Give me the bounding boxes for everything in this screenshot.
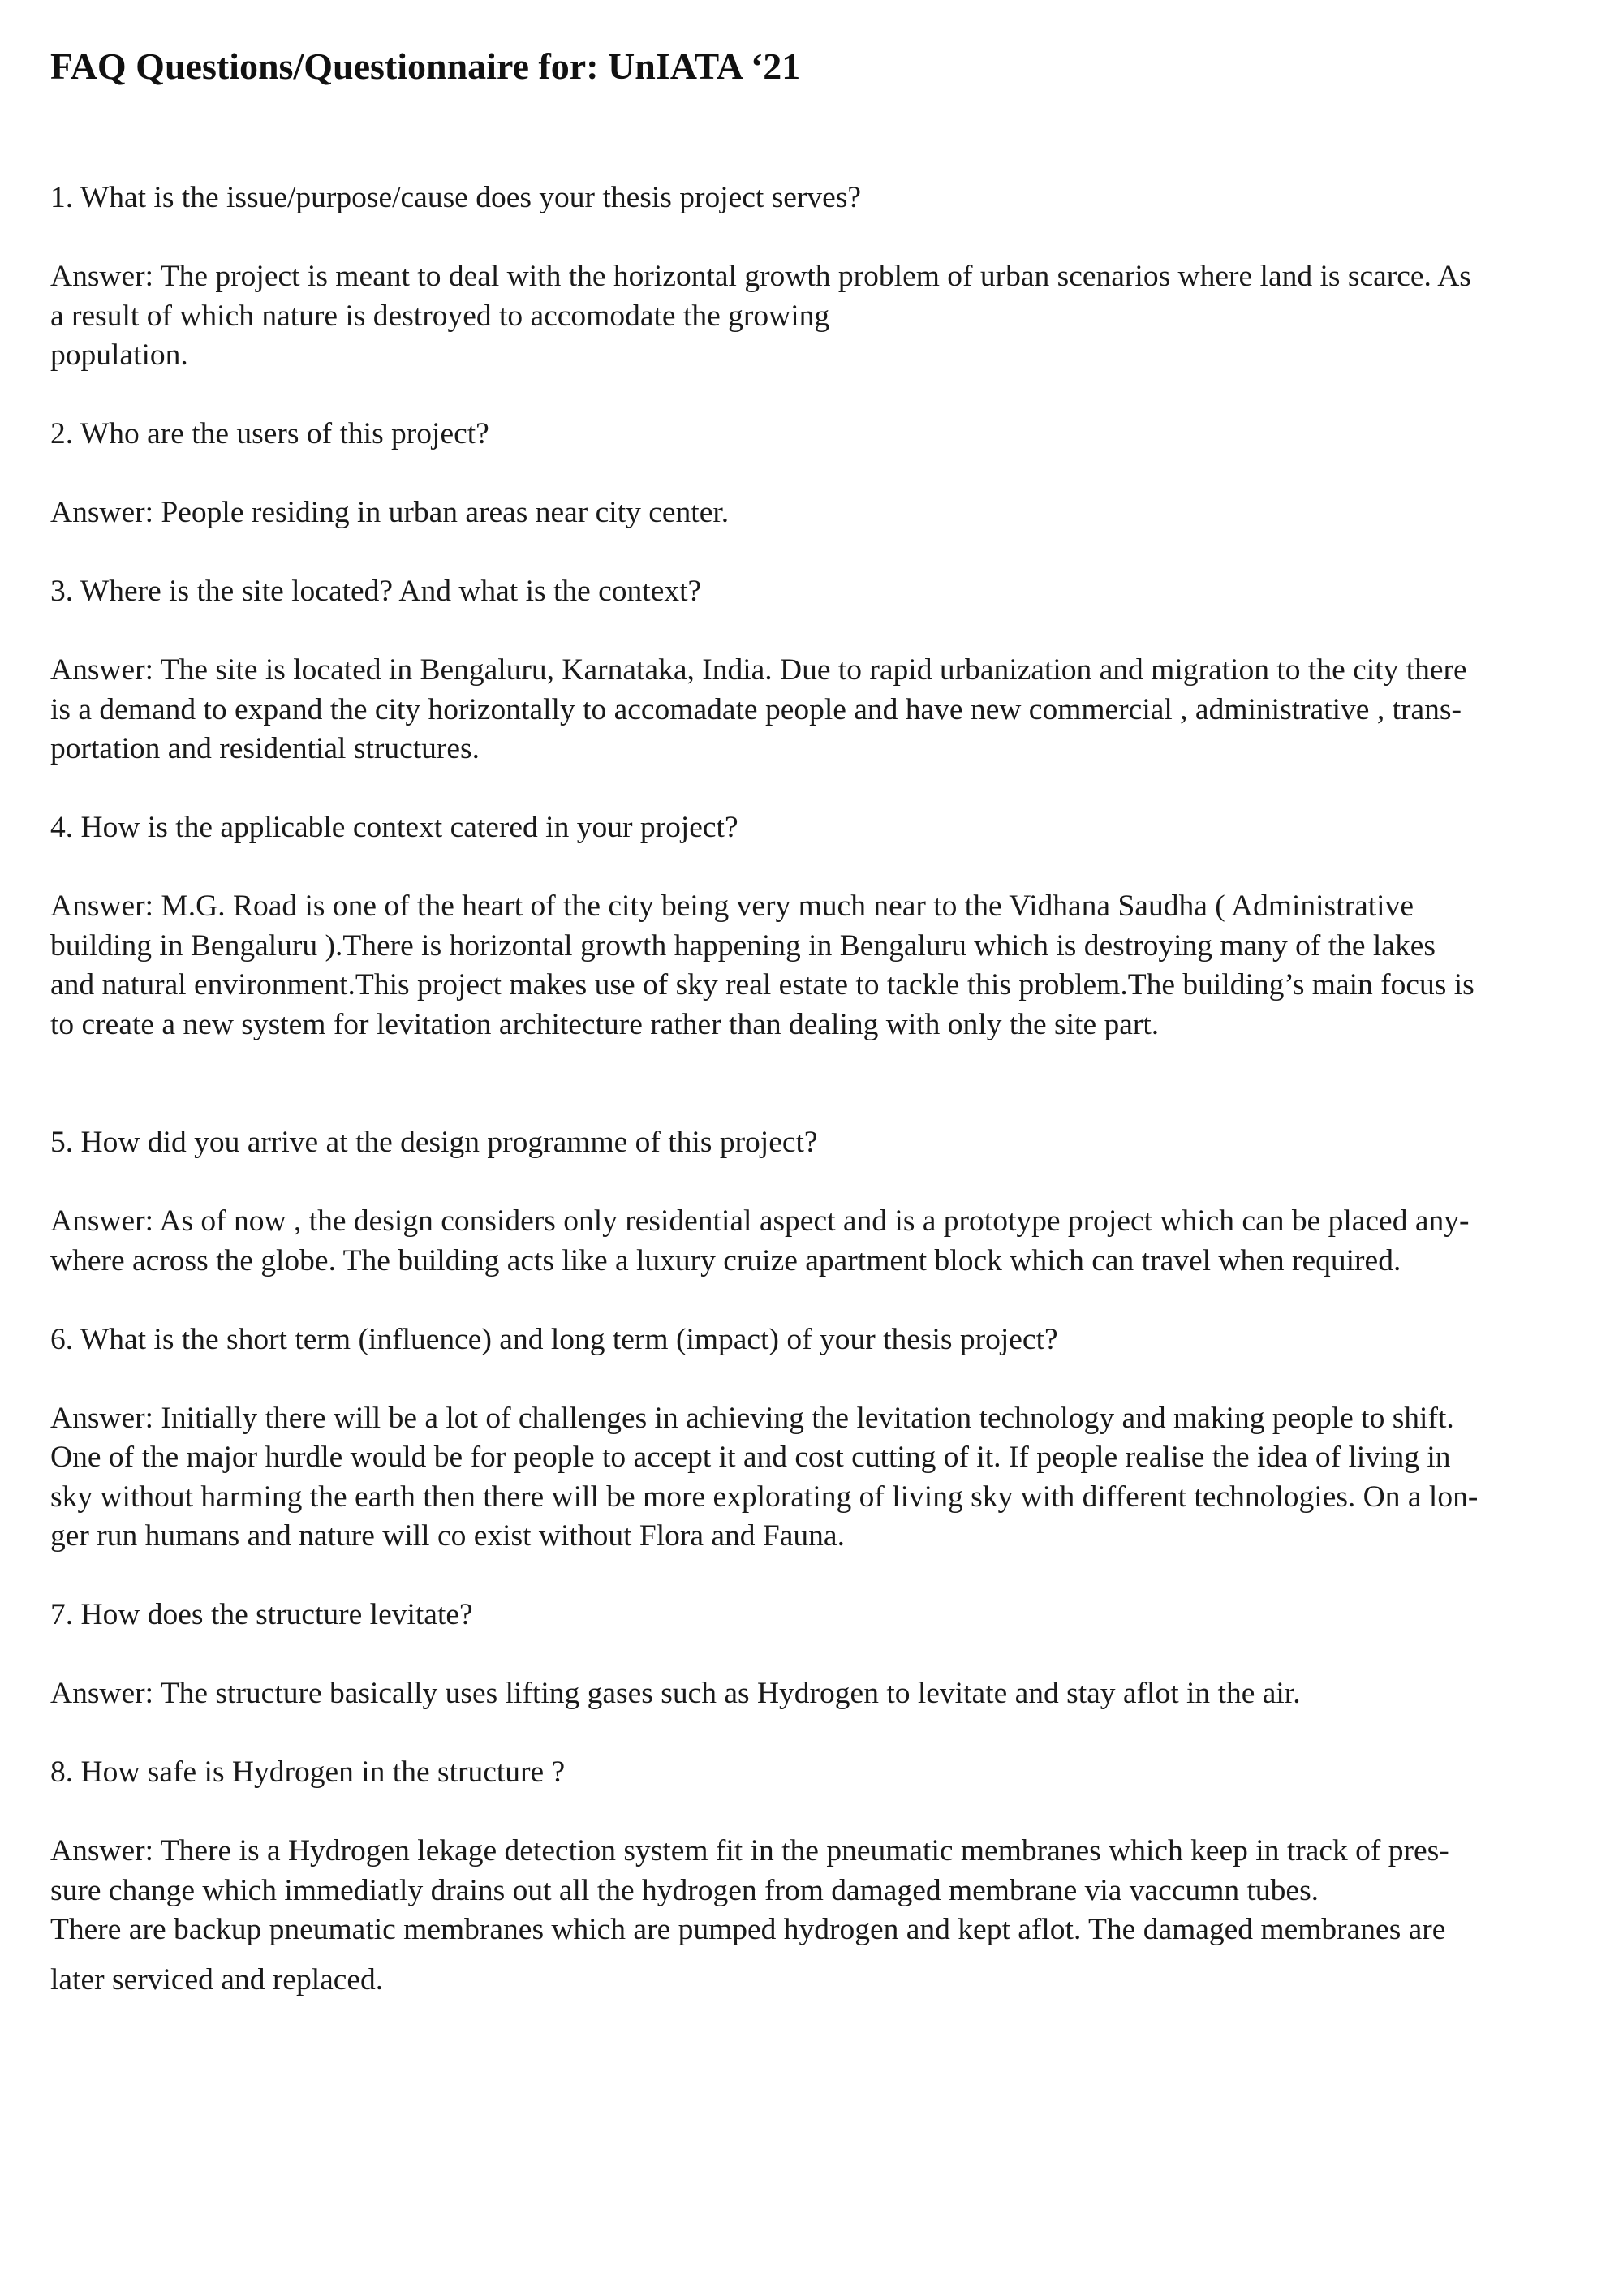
answer-8: Answer: There is a Hydrogen lekage detection system fit in the pneumatic membranes which keep in track of pres- sure change which immediatly drains out all the hydrogen from damaged membrane via vaccumn tubes. There are backup pneumatic membranes which are pumped hydrogen and kept aflot. The damaged membranes are	[50, 1834, 1449, 1946]
answer-4: Answer: M.G. Road is one of the heart of the city being very much near to the Vidhana Saudha ( Administrative building in Bengaluru ).There is horizontal growth happening in Bengaluru which is destroying many of the lakes and natural environment.This project makes use of sky real estate to tackle this problem.The building’s main focus is to create a new system for levitation architecture rather than dealing with only the site part.	[50, 890, 1474, 1041]
document-title: FAQ Questions/Questionnaire for: UnIATA ‘21	[50, 45, 801, 87]
answer-7: Answer: The structure basically uses lifting gases such as Hydrogen to levitate and stay aflot in the air.	[50, 1677, 1301, 1710]
question-2: 2. Who are the users of this project?	[50, 417, 489, 450]
answer-8-block	[50, 1832, 1592, 2000]
answer-8-tail: later serviced and replaced.	[50, 1962, 384, 1997]
answer-6: Answer: Initially there will be a lot of challenges in achieving the levitation technology and making people to shift. One of the major hurdle would be for people to accept it and cost cutting of it. If people realise the idea of living in sky without harming the earth then there will be more explorating of living sky with different technologies. On a lon- ger run humans and nature will co exist without Flora and Fauna.	[50, 1401, 1479, 1553]
answer-1: Answer: The project is meant to deal with the horizontal growth problem of urban scenarios where land is scarce. As a result of which nature is destroyed to accomodate the growing population.	[50, 260, 1471, 372]
question-5: 5. How did you arrive at the design programme of this project?	[50, 1126, 818, 1159]
question-6: 6. What is the short term (influence) and long term (impact) of your thesis project?	[50, 1322, 1058, 1356]
question-8: 8. How safe is Hydrogen in the structure ?	[50, 1755, 566, 1789]
answer-3: Answer: The site is located in Bengaluru, Karnataka, India. Due to rapid urbanization and migration to the city there is a demand to expand the city horizontally to accomadate people and have new commercial , administrative , trans- portation and residential structures.	[50, 653, 1467, 765]
faq-list	[50, 179, 1592, 2000]
answer-2: Answer: People residing in urban areas near city center.	[50, 496, 730, 529]
question-7: 7. How does the structure levitate?	[50, 1598, 473, 1631]
question-4: 4. How is the applicable context catered in your project?	[50, 811, 738, 844]
answer-5: Answer: As of now , the design considers only residential aspect and is a prototype project which can be placed any- where across the globe. The building acts like a luxury cruize apartment block which can travel when required.	[50, 1204, 1470, 1277]
question-1: 1. What is the issue/purpose/cause does your thesis project serves?	[50, 181, 862, 214]
question-3: 3. Where is the site located? And what is the context?	[50, 575, 702, 608]
